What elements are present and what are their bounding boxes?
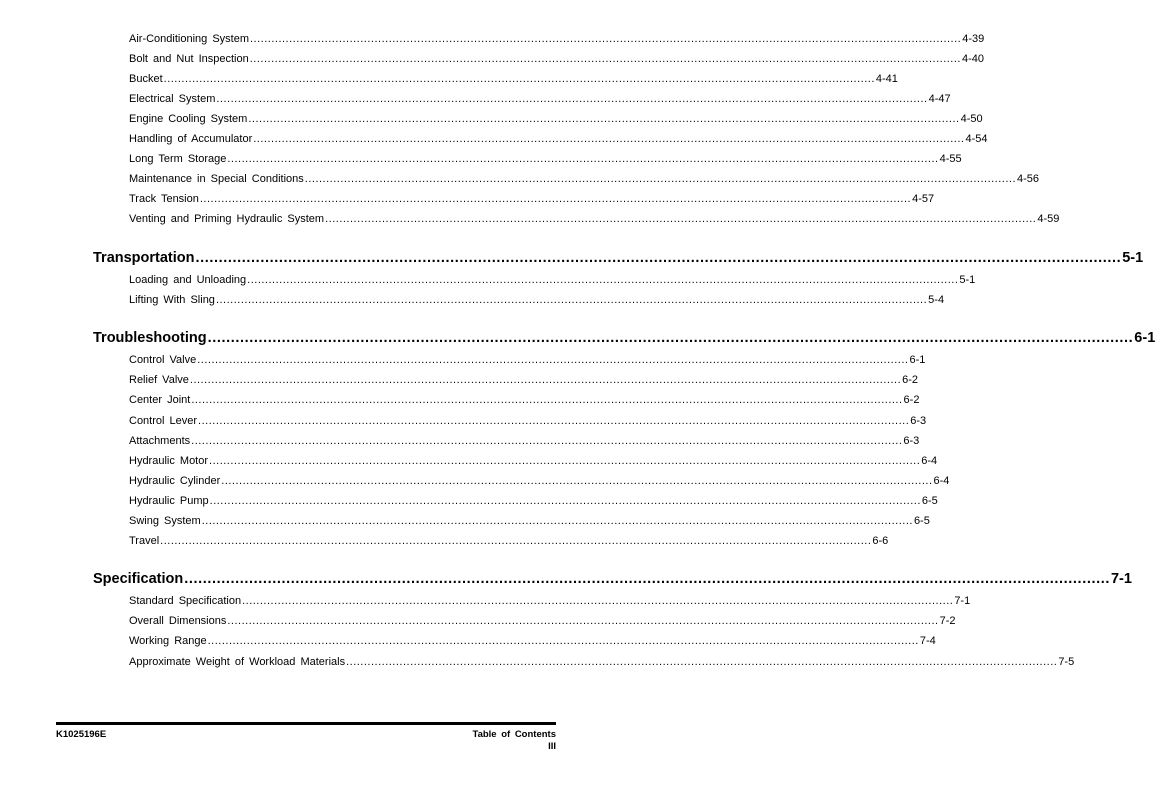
- toc-entry-title: Track Tension: [129, 193, 199, 205]
- leader-dots: ........................................................................................................................................................................................................: [325, 213, 1037, 225]
- toc-entry-page: 7-4: [919, 635, 936, 647]
- leader-dots: ........................................................................................................................................................................................................: [227, 153, 939, 165]
- toc-entry-title: Standard Specification: [129, 595, 242, 607]
- toc-entry-page: 5-4: [928, 294, 945, 306]
- leader-dots: ........................................................................................................................................................................................................: [253, 133, 965, 145]
- leader-dots: ........................................................................................................................................................................................................: [249, 53, 961, 65]
- toc-entry-title: Venting and Priming Hydraulic System: [129, 213, 325, 225]
- leader-dots: ........................................................................................................................................................................................................: [207, 635, 919, 647]
- leader-dots: ........................................................................................................................................................................................................: [197, 354, 909, 366]
- toc-entry-page: 6-4: [933, 475, 950, 487]
- toc-entry-title: Attachments: [129, 435, 191, 447]
- toc-section-title: Troubleshooting: [93, 330, 207, 346]
- leader-dots: ........................................................................................................................................................................................................: [189, 374, 902, 386]
- toc-section-specification[interactable]: [93, 570, 1132, 588]
- toc-entry-title: Hydraulic Pump: [129, 495, 209, 507]
- toc-entry-title: Bolt and Nut Inspection: [129, 53, 249, 65]
- leader-dots: ........................................................................................................................................................................................................: [209, 495, 921, 507]
- toc-entry-travel[interactable]: [129, 534, 889, 548]
- toc-entry-title: Hydraulic Motor: [129, 455, 209, 467]
- toc-entry-standard-specification[interactable]: [129, 594, 971, 608]
- toc-entry-loading-unloading[interactable]: [129, 273, 976, 287]
- toc-entry-bucket[interactable]: [129, 72, 898, 86]
- toc-entry-lifting-with-sling[interactable]: [129, 293, 945, 307]
- toc-entry-title: Maintenance in Special Conditions: [129, 173, 304, 185]
- toc-entry-track-tension[interactable]: [129, 192, 935, 206]
- leader-dots: ........................................................................................................................................................................................................: [191, 394, 903, 406]
- leader-dots: ........................................................................................................................................................................................................: [346, 656, 1058, 668]
- leader-dots: ........................................................................................................................................................................................................: [201, 515, 913, 527]
- leader-dots: ........................................................................................................................................................................................................: [221, 475, 933, 487]
- toc-entry-page: 4-47: [928, 93, 951, 105]
- leader-dots: ........................................................................................................................................................................................................: [163, 73, 875, 85]
- toc-entry-working-range[interactable]: [129, 634, 936, 648]
- toc-entry-hydraulic-cylinder[interactable]: [129, 474, 950, 488]
- toc-entry-page: 5-1: [959, 274, 976, 286]
- toc-entry-title: Center Joint: [129, 394, 191, 406]
- toc-entry-accumulator[interactable]: [129, 132, 988, 146]
- leader-dots: ........................................................................................................................................................................................................: [209, 455, 921, 467]
- toc-entry-workload-weight[interactable]: [129, 655, 1075, 669]
- toc-section-page: 5-1: [1122, 250, 1144, 266]
- leader-dots: ........................................................................................................................................................................................................: [247, 274, 959, 286]
- leader-dots: ........................................................................................................................................................................................................: [215, 294, 928, 306]
- toc-entry-special-conditions[interactable]: [129, 172, 1040, 186]
- footer-rule: [56, 722, 556, 725]
- toc-entry-title: Hydraulic Cylinder: [129, 475, 221, 487]
- footer-page-number: III: [548, 741, 556, 752]
- toc-entry-swing-system[interactable]: [129, 514, 930, 528]
- toc-entry-title: Swing System: [129, 515, 201, 527]
- toc-entry-page: 6-2: [903, 394, 920, 406]
- toc-entry-page: 4-41: [875, 73, 898, 85]
- toc-entry-attachments[interactable]: [129, 434, 920, 448]
- toc-entry-center-joint[interactable]: [129, 393, 920, 407]
- toc-entry-air-conditioning[interactable]: [129, 32, 985, 46]
- footer-section-title: Table of Contents: [472, 729, 556, 740]
- toc-entry-page: 6-3: [910, 415, 927, 427]
- toc-section-troubleshooting[interactable]: [93, 329, 1155, 347]
- toc-entry-overall-dimensions[interactable]: [129, 614, 956, 628]
- leader-dots: ........................................................................................................................................................................................................: [227, 615, 939, 627]
- toc-entry-page: 4-55: [939, 153, 962, 165]
- leader-dots: ........................................................................................................................................................................................................: [242, 595, 954, 607]
- toc-entry-page: 4-57: [912, 193, 935, 205]
- leader-dots: ........................................................................................................................................................................................................: [207, 330, 1134, 346]
- toc-entry-long-term-storage[interactable]: [129, 152, 962, 166]
- leader-dots: ........................................................................................................................................................................................................: [191, 435, 903, 447]
- leader-dots: ........................................................................................................................................................................................................: [184, 571, 1110, 587]
- toc-entry-title: Control Lever: [129, 415, 198, 427]
- toc-section-page: 7-1: [1110, 571, 1132, 587]
- toc-entry-page: 6-1: [909, 354, 926, 366]
- toc-entry-title: Bucket: [129, 73, 163, 85]
- toc-entry-page: 6-2: [902, 374, 919, 386]
- toc-section-title: Transportation: [93, 250, 195, 266]
- toc-entry-control-valve[interactable]: [129, 353, 926, 367]
- toc-section-title: Specification: [93, 571, 184, 587]
- toc-entry-page: 4-56: [1017, 173, 1040, 185]
- toc-entry-page: 6-5: [913, 515, 930, 527]
- toc-entry-page: 6-3: [903, 435, 920, 447]
- toc-entry-page: 6-5: [921, 495, 938, 507]
- toc-entry-page: 6-6: [872, 535, 889, 547]
- toc-entry-title: Working Range: [129, 635, 207, 647]
- toc-entry-page: 4-54: [965, 133, 988, 145]
- toc-section-transportation[interactable]: [93, 249, 1144, 267]
- leader-dots: ........................................................................................................................................................................................................: [160, 535, 872, 547]
- toc-entry-relief-valve[interactable]: [129, 373, 919, 387]
- leader-dots: ........................................................................................................................................................................................................: [250, 33, 962, 45]
- toc-entry-page: 7-2: [939, 615, 956, 627]
- toc-entry-title: Overall Dimensions: [129, 615, 227, 627]
- toc-entry-title: Travel: [129, 535, 160, 547]
- toc-entry-title: Long Term Storage: [129, 153, 227, 165]
- toc-entry-electrical-system[interactable]: [129, 92, 951, 106]
- toc-entry-title: Lifting With Sling: [129, 294, 215, 306]
- toc-entry-hydraulic-pump[interactable]: [129, 494, 938, 508]
- toc-entry-title: Electrical System: [129, 93, 216, 105]
- leader-dots: ........................................................................................................................................................................................................: [248, 113, 960, 125]
- toc-entry-page: 4-40: [961, 53, 985, 65]
- toc-entry-title: Handling of Accumulator: [129, 133, 253, 145]
- toc-entry-hydraulic-motor[interactable]: [129, 454, 938, 468]
- leader-dots: ........................................................................................................................................................................................................: [216, 93, 928, 105]
- toc-entry-engine-cooling[interactable]: [129, 112, 983, 126]
- footer-document-id: K1025196E: [56, 729, 107, 740]
- leader-dots: ........................................................................................................................................................................................................: [199, 193, 912, 205]
- toc-section-page: 6-1: [1134, 330, 1155, 346]
- toc-entry-title: Engine Cooling System: [129, 113, 248, 125]
- toc-entry-title: Approximate Weight of Workload Materials: [129, 656, 346, 668]
- toc-entry-page: 7-5: [1058, 656, 1075, 668]
- toc-entry-venting-priming[interactable]: [129, 212, 1060, 226]
- toc-entry-page: 6-4: [921, 455, 938, 467]
- toc-entry-title: Air-Conditioning System: [129, 33, 249, 45]
- toc-entry-page: 4-59: [1037, 213, 1060, 225]
- leader-dots: ........................................................................................................................................................................................................: [195, 250, 1122, 266]
- toc-entry-title: Loading and Unloading: [129, 274, 247, 286]
- toc-entry-control-lever[interactable]: [129, 414, 927, 428]
- toc-entry-bolt-nut-inspection[interactable]: [129, 52, 985, 66]
- toc-entry-title: Control Valve: [129, 354, 197, 366]
- toc-entry-title: Relief Valve: [129, 374, 189, 386]
- toc-entry-page: 4-50: [960, 113, 983, 125]
- leader-dots: ........................................................................................................................................................................................................: [198, 415, 910, 427]
- toc-entry-page: 7-1: [954, 595, 971, 607]
- toc-entry-page: 4-39: [962, 33, 985, 45]
- leader-dots: ........................................................................................................................................................................................................: [304, 173, 1017, 185]
